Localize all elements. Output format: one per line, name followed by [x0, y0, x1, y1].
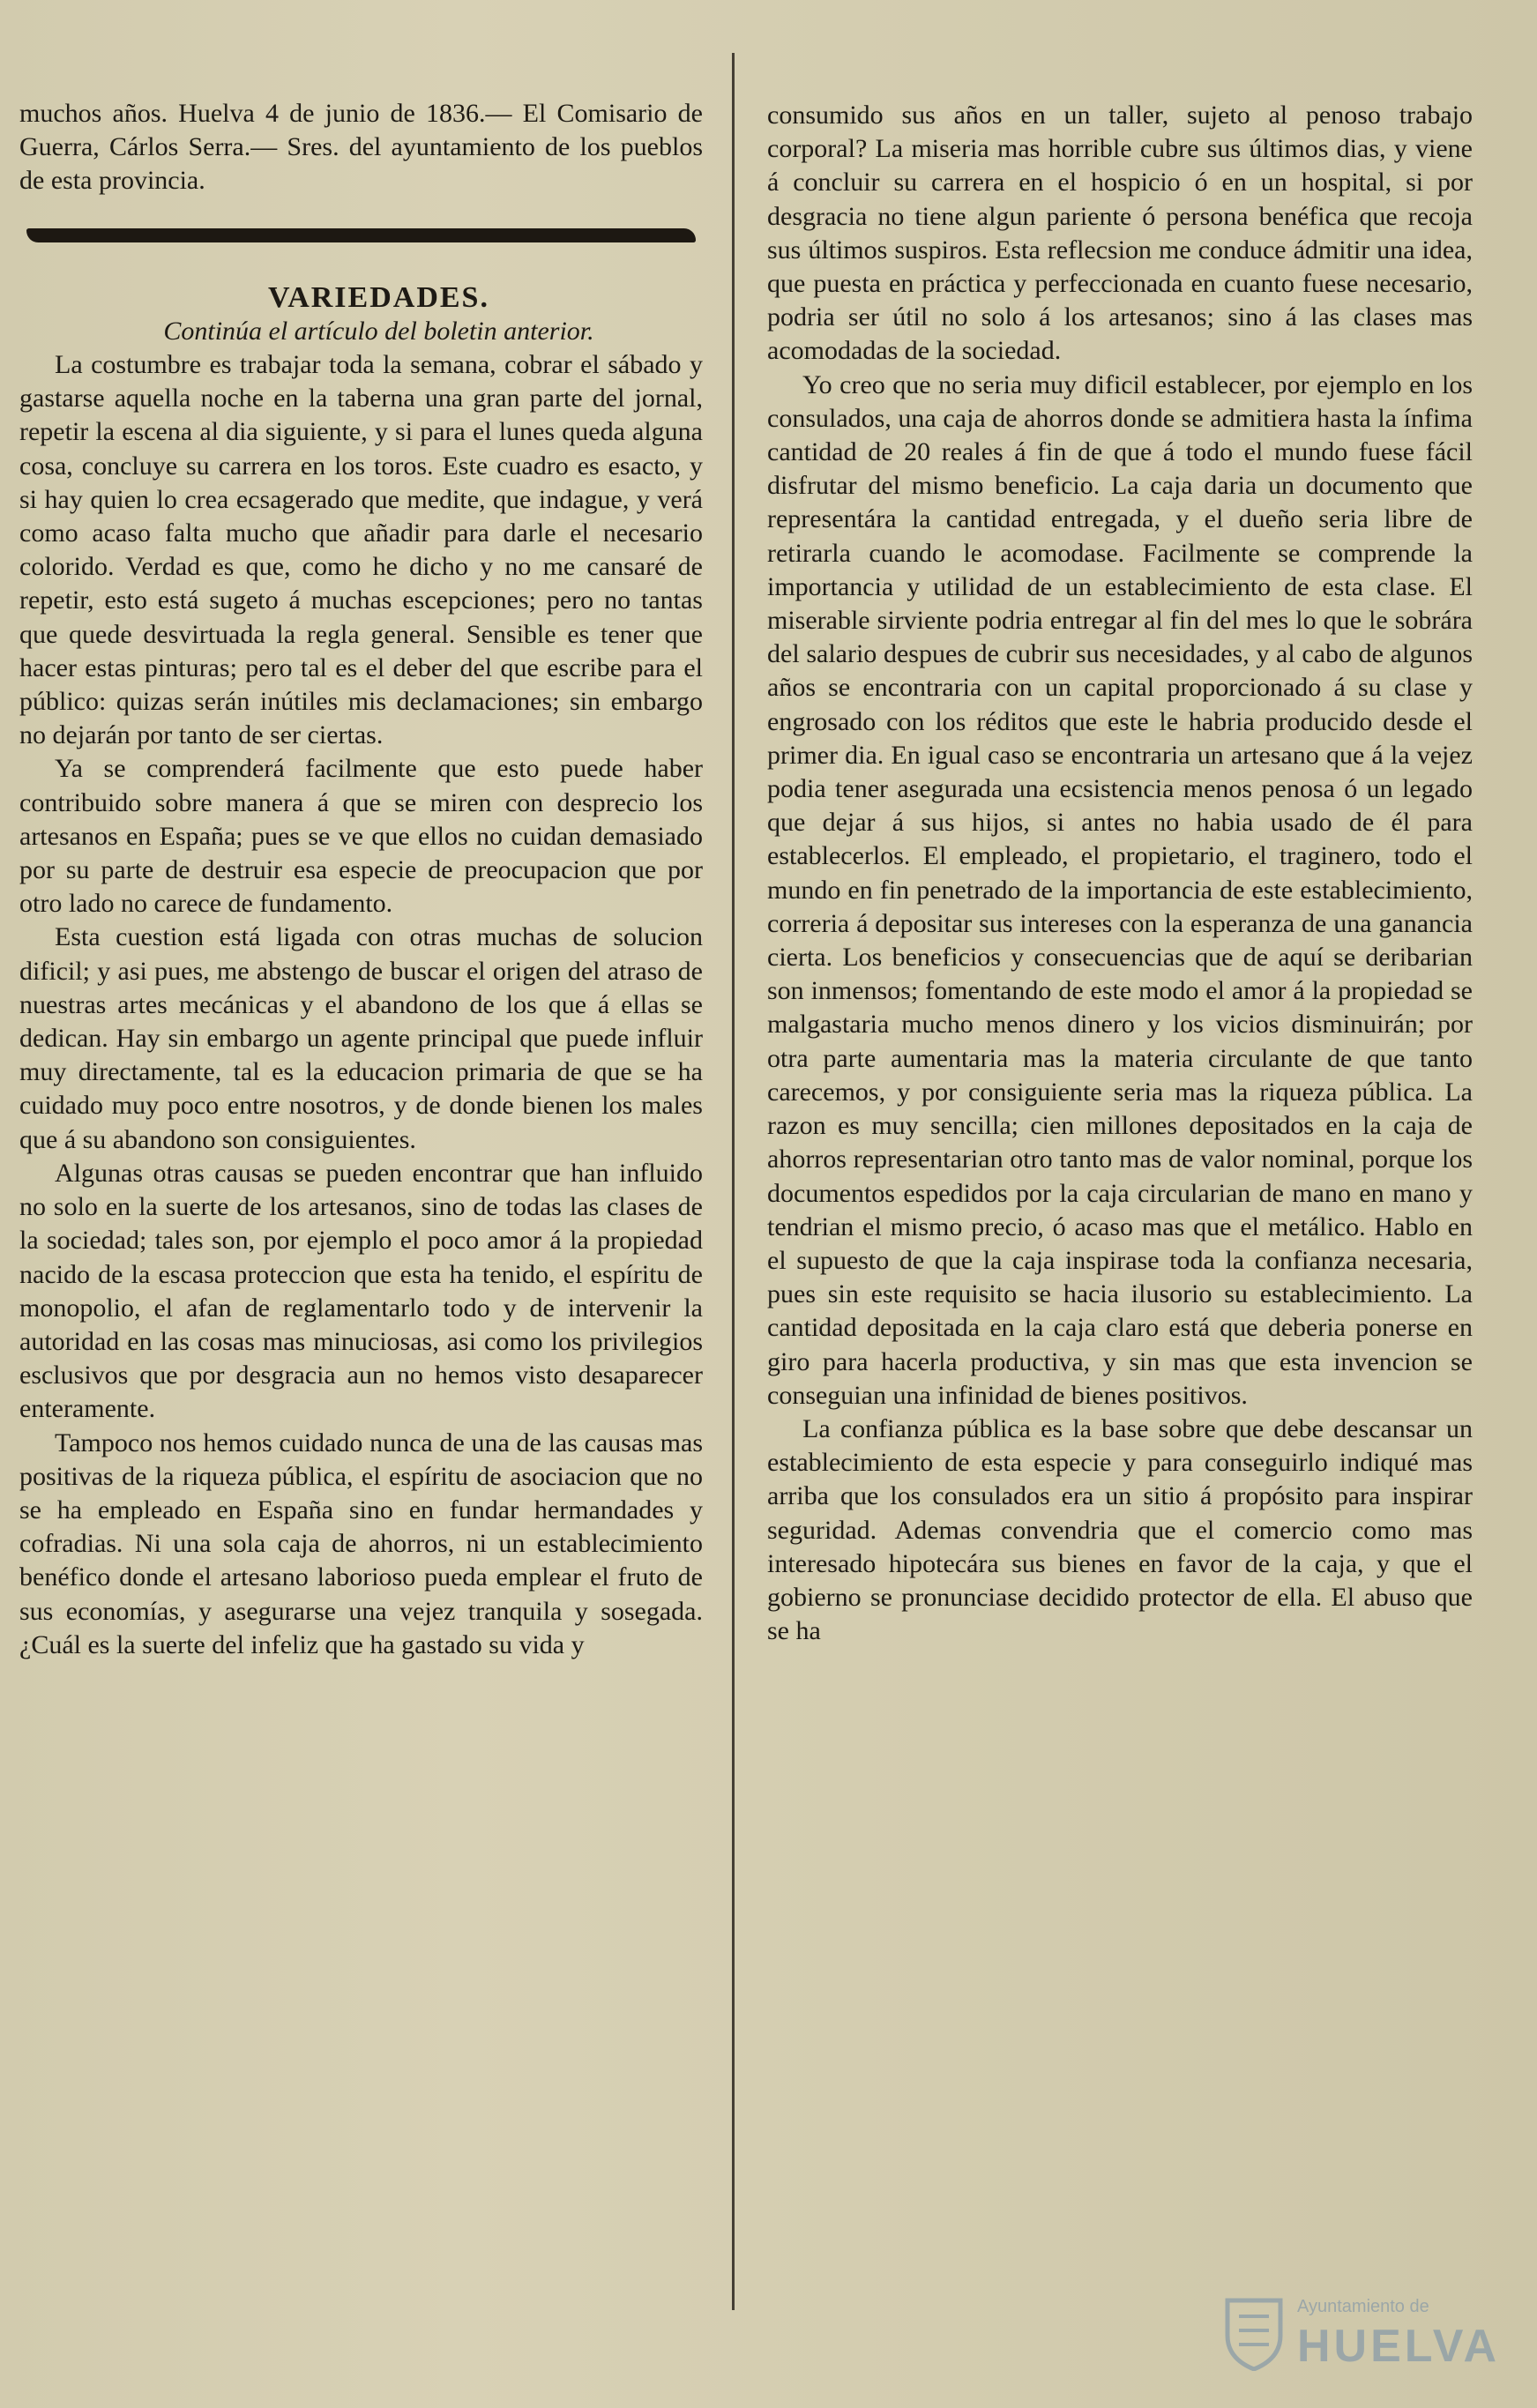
- paragraph: La confianza pública es la base sobre que debe descansar un establecimiento de esta especie y para conseguirlo indiqué mas arriba que los consulados era un sitio á propósito para inspirar seguridad. Ademas convendria que el comercio como mas interesado hipotecára sus bienes en favor de la caja, y que el gobierno se pronunciase decidido protector de ella. El abuso que se ha: [767, 1413, 1473, 1646]
- section-subtitle: Continúa el artículo del boletin anterior.: [163, 316, 594, 346]
- paragraph: Ya se comprenderá facilmente que esto puede haber contribuido sobre manera á que se miren con desprecio los artesanos en España; pues se ve que ellos no cuidan demasiado por su parte de destruir esa especie de preocupacion que por otro lado no carece de fundamento.: [19, 754, 703, 919]
- watermark-big-text: HUELVA: [1297, 2321, 1501, 2372]
- shield-icon: [1223, 2295, 1285, 2371]
- paragraph: Tampoco nos hemos cuidado nunca de una de las causas mas positivas de la riqueza pública, el espíritu de asociacion que no se ha empleado en España sino en fundar hermandades y cofradias. Ni una sola caja de ahorros, ni un establecimiento benéfico donde el artesano laborioso pueda emplear el fruto de sus economías, y asegurarse una vejez tranquila y sosegada. ¿Cuál es la suerte del infeliz que ha gastado su vida y: [19, 1428, 703, 1659]
- thick-rule-divider: [26, 228, 696, 242]
- column-divider: [732, 53, 735, 2310]
- paragraph: Algunas otras causas se pueden encontrar que han influido no solo en la suerte de los artesanos, sino de todas las clases de la sociedad; tales son, por ejemplo el poco amor á la propiedad nacido de la escasa proteccion que esta ha tenido, el espíritu de monopolio, el afan de reglamentarlo todo y de intervenir la autoridad en las cosas mas minuciosas, asi como los privilegios esclusivos que por desgracia aun no hemos visto desaparecer enteramente.: [19, 1158, 703, 1424]
- header-lines: muchos años. Huelva 4 de junio de 1836.— El Comisario de Guerra, Cárlos Serra.— Sres. del ayuntamiento de los pueblos de esta provincia.: [19, 99, 703, 196]
- paragraph: consumido sus años en un taller, sujeto al penoso trabajo corporal? La miseria mas horrible cubre sus últimos dias, y viene á concluir su carrera en el hospicio ó en un hospital, si por desgracia no tiene algun pariente ó persona benéfica que recoja sus últimos suspiros. Esta reflecsion me conduce ádmitir una idea, que puesta en práctica y perfeccionada en cuanto fuese necesario, podria ser útil no solo á los artesanos; sino á las clases mas acomodadas de la sociedad.: [767, 101, 1473, 366]
- archive-watermark: [1223, 2290, 1505, 2378]
- paragraph: La costumbre es trabajar toda la semana, cobrar el sábado y gastarse aquella noche en la taberna una gran parte del jornal, repetir la escena al dia siguiente, y si para el lunes queda alguna cosa, concluye su carrera en los toros. Este cuadro es esacto, y si hay quien lo crea ecsagerado que medite, que indague, y verá como acaso falta mucho que añadir para darle el necesario colorido. Verdad es que, como he dicho y no me cansaré de repetir, esto está sugeto á muchas escepciones; pero no tantas que quede desvirtuada la regla general. Sensible es tener que hacer estas pinturas; pero tal es el deber del que escribe para el público: quizas serán inútiles mis declamaciones; sin embargo no dejarán por tanto de ser ciertas.: [19, 350, 703, 750]
- right-column: [767, 99, 1473, 1648]
- section-title: VARIEDADES.: [268, 280, 489, 314]
- watermark-small-text: Ayuntamiento de: [1297, 2297, 1429, 2316]
- paragraph: Yo creo que no seria muy dificil establecer, por ejemplo en los consulados, una caja de ahorros donde se admitiera hasta la ínfima cantidad de 20 reales á fin de que á todo el mundo fuese fácil disfrutar del mismo beneficio. La caja daria un documento que representára la cantidad entregada, y el dueño seria libre de retirarla cuando le acomodase. Facilmente se comprende la importancia y utilidad de un establecimiento de esta clase. El miserable sirviente podria entregar al fin del mes lo que le sobrára del salario despues de cubrir sus necesidades, y al cabo de algunos años se encontraria con un capital proporcionado á su clase y engrosado con los réditos que este le habria producido desde el primer dia. En igual caso se encontraria un artesano que á la vejez podia tener asegurada una ecsistencia menos penosa ó un legado que dejar á sus hijos, si antes no habia usado de él para establecerlos. El empleado, el propietario, el traginero, todo el mundo en fin penetrado de la importancia de este establecimiento, correria á depositar sus intereses con la esperanza de una ganancia cierta. Los beneficios y consecuencias que de aquí se deribarian son inmensos; fomentando de este modo el amor á la propiedad se malgastaria mucho menos dinero y los vicios disminuirán; por otra parte aumentaria mas la materia circulante de que tanto carecemos, y por consiguiente seria mas la riqueza pública. La razon es muy sencilla; cien millones depositados en la caja de ahorros representarian otro tanto mas de valor nominal, porque los documentos espedidos por la caja circularian de mano en mano y tendrian el mismo precio, ó acaso mas que el metálico. Hablo en el supuesto de que la caja inspirase toda la confianza necesaria, pues sin este requisito se hacia ilusorio su establecimiento. La cantidad depositada en la caja claro está que deberia ponerse en giro para hacerla productiva, y sin mas que esta invencion se conseguian una infinidad de bienes positivos.: [767, 369, 1473, 1410]
- paragraph: Esta cuestion está ligada con otras muchas de solucion dificil; y asi pues, me abstengo de buscar el origen del atraso de nuestras artes mecánicas y el abandono de los que á ellas se dedican. Hay sin embargo un agente principal que puede influir muy directamente, tal es la educacion primaria de que se ha cuidado muy poco entre nosotros, y de donde bienen los males que á su abandono son consiguientes.: [19, 922, 703, 1154]
- left-column: [19, 97, 703, 1662]
